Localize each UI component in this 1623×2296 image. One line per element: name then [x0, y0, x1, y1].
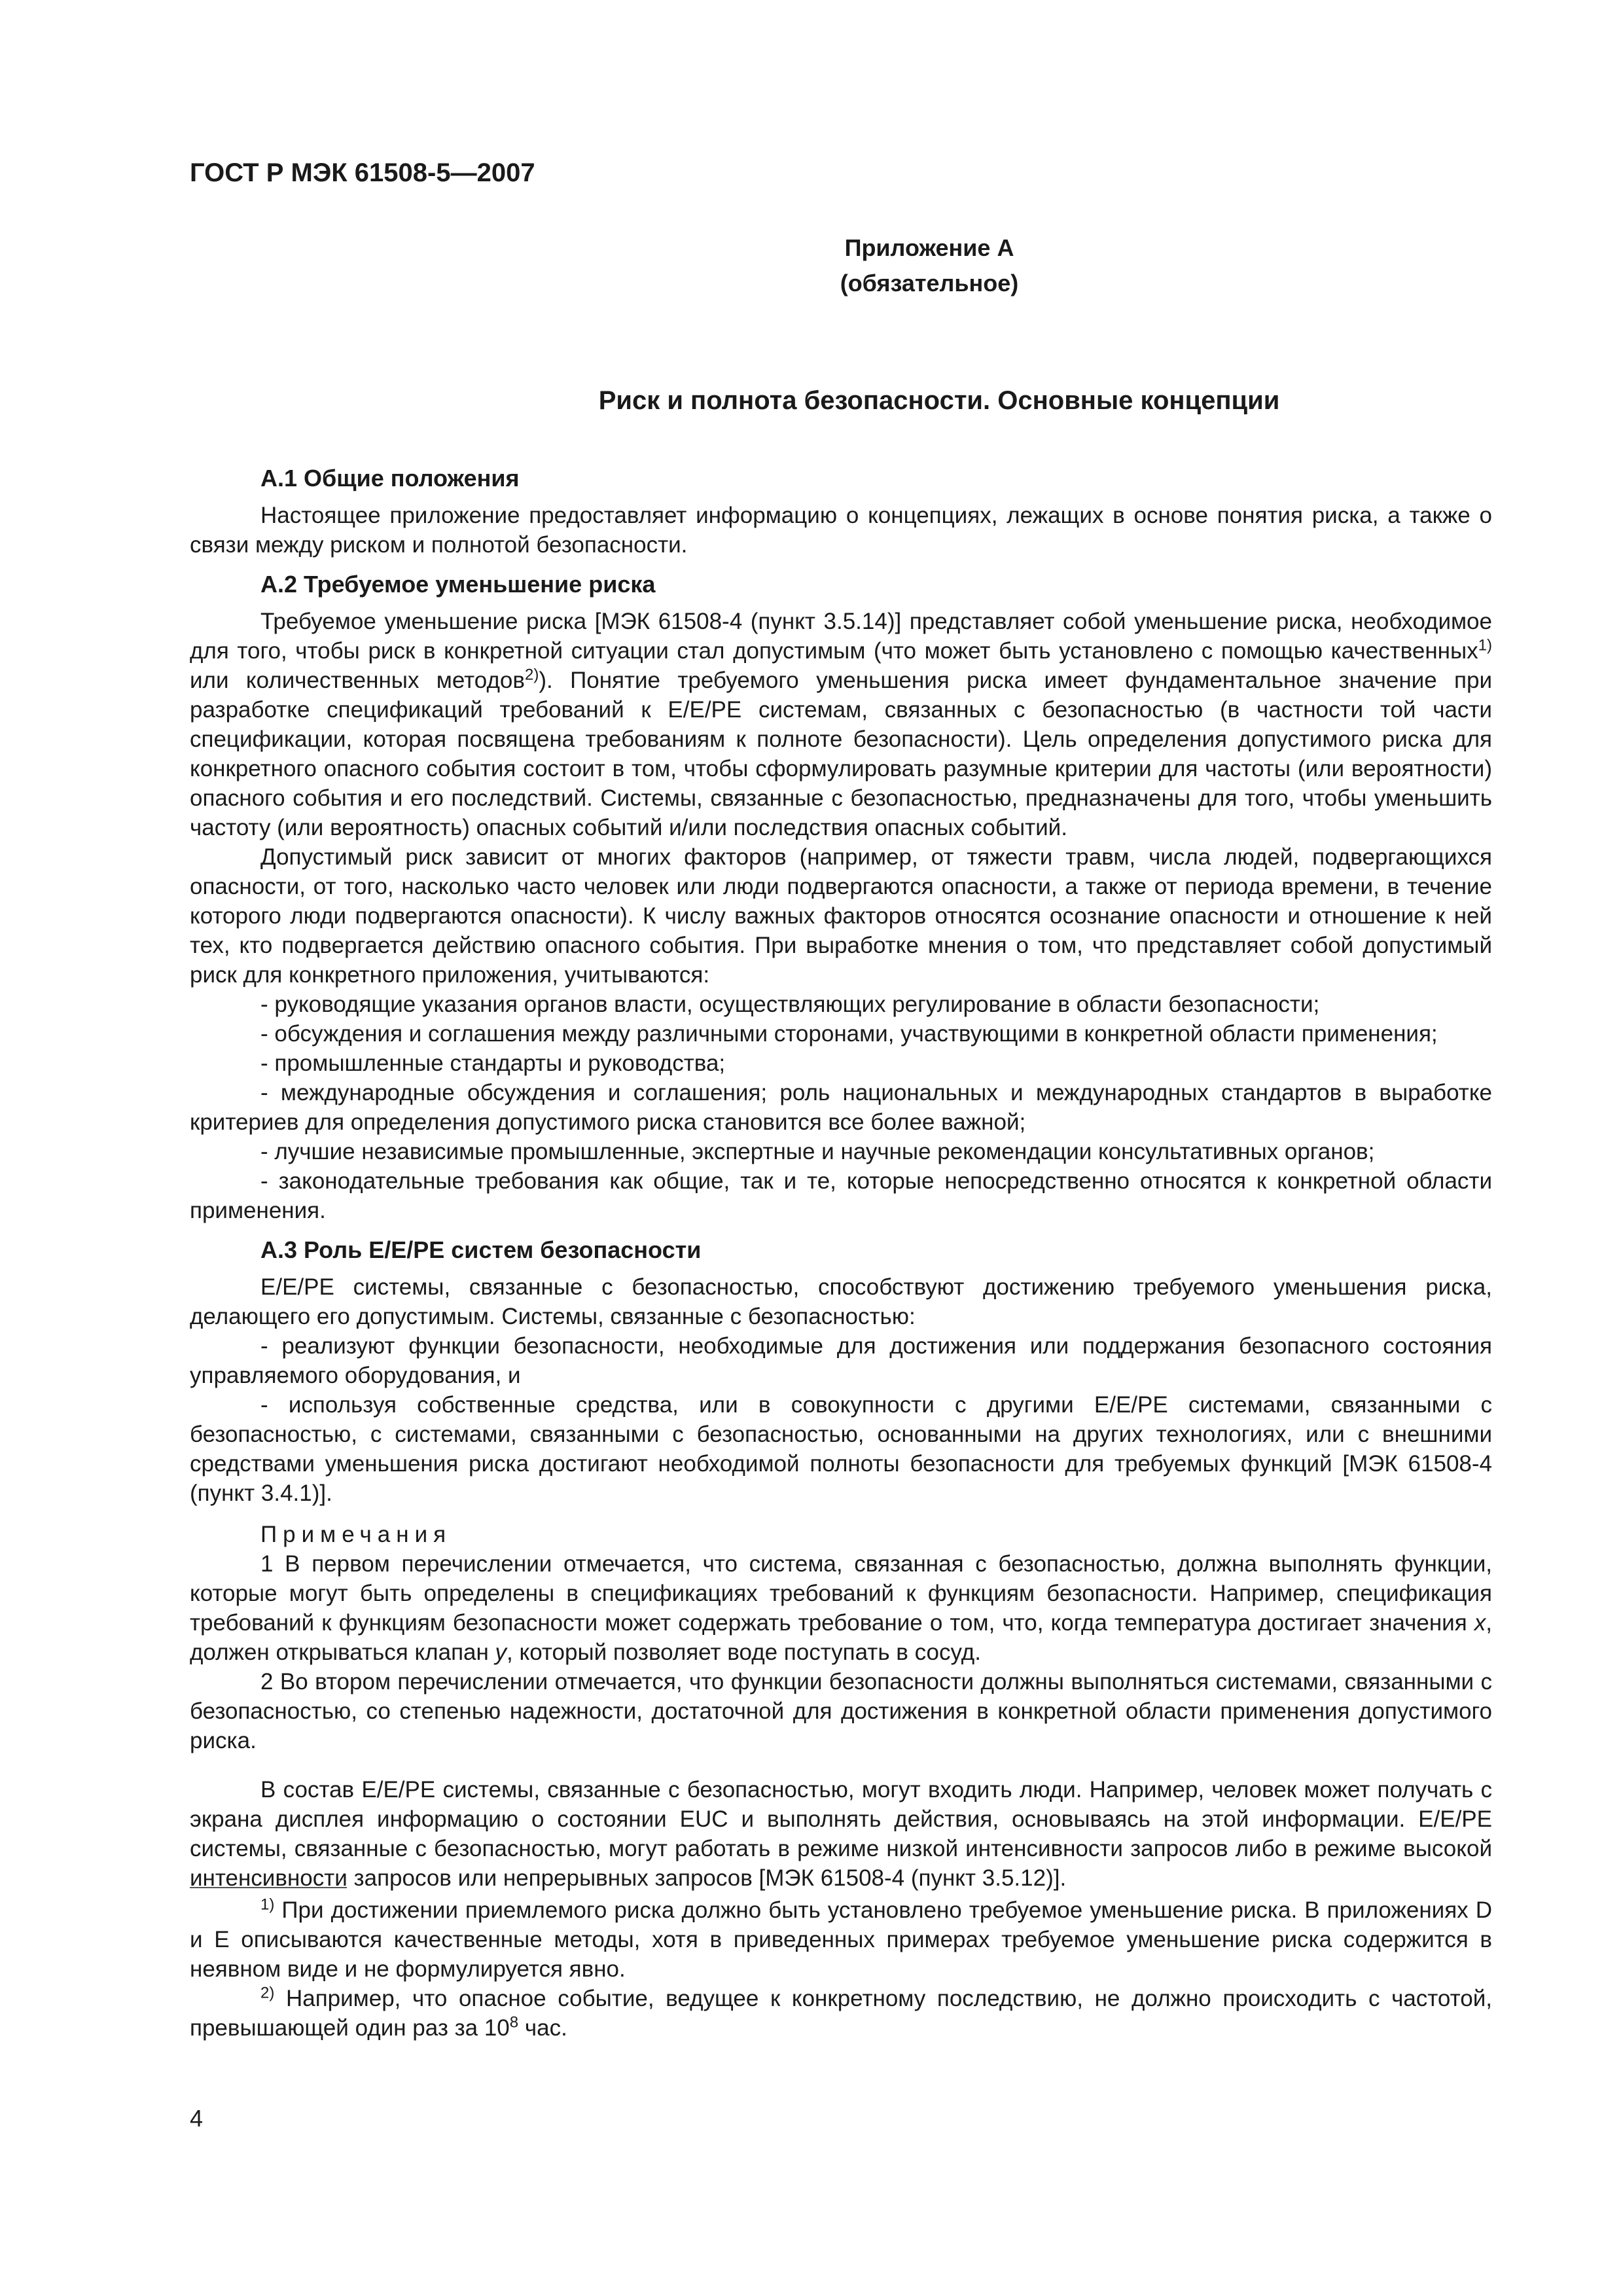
footnotes — [190, 1895, 1492, 2043]
page-number: 4 — [190, 2105, 204, 2132]
paragraph: Допустимый риск зависит от многих факторов (например, от тяжести травм, числа людей, подвергающихся опасности, от того, насколько часто человек или люди подвергаются опасности, а также от периода времени, в течение которого люди подвергаются опасности). К числу важных факторов относятся осознание опасности и отношение к ней тех, кто подвергается действию опасного события. При выработке мнения о том, что представляет собой допустимый риск для конкретного приложения, учитываются: — [190, 844, 1492, 988]
note-2: 2 Во втором перечислении отмечается, что функции безопасности должны выполняться системами, связанными с безопасностью, со степенью надежности, достаточной для достижения в конкретной области применения допустимого риска. — [190, 1669, 1492, 1753]
footnote-text: час. — [518, 2015, 567, 2041]
paragraph — [190, 607, 1492, 842]
text-run: или количественных методов — [190, 668, 525, 693]
footnote-ref-2: 2) — [525, 666, 539, 684]
appendix-heading — [717, 230, 1142, 301]
appendix-status: (обязательное) — [840, 270, 1019, 296]
footnote-mark-1: 1) — [260, 1895, 275, 1914]
list-item: - законодательные требования как общие, так и те, которые непосредственно относятся к конкретной области применения. — [190, 1168, 1492, 1223]
note-1 — [190, 1549, 1492, 1667]
footnote-text: При достижении приемлемого риска должно быть установлено требуемое уменьшение риска. В приложениях D и Е описываются качественные методы, хотя в приведенных примерах требуемое уменьшение риска содержится в неявном виде и не формулируется явно. — [190, 1897, 1492, 1982]
text-run: , который позволяет воде поступать в сосуд. — [507, 1640, 981, 1665]
paragraph: Е/Е/РЕ системы, связанные с безопасностью, способствуют достижению требуемого уменьшения риска, делающего его допустимым. Системы, связанные с безопасностью: — [190, 1274, 1492, 1329]
document-body — [190, 463, 1492, 1893]
list-item: - обсуждения и соглашения между различными сторонами, участвующими в конкретной области применения; — [260, 1021, 1438, 1047]
appendix-title: Риск и полнота безопасности. Основные концепции — [598, 386, 1280, 415]
text-run: , должен открываться клапан — [190, 1610, 1492, 1665]
paragraph: Настоящее приложение предоставляет информацию о концепциях, лежащих в основе понятия риска, а также о связи между риском и полнотой безопасности. — [190, 503, 1492, 558]
appendix-label: Приложение А — [844, 234, 1014, 261]
variable-y: y — [495, 1640, 507, 1665]
footnote-text: Например, что опасное событие, ведущее к конкретному последствию, не должно происходить с частотой, превышающей один раз за 10 — [190, 1986, 1492, 2041]
list-item: - промышленные стандарты и руководства; — [260, 1050, 726, 1076]
footnote-mark-2: 2) — [260, 1984, 275, 2002]
paragraph: В состав Е/Е/РЕ системы, связанные с безопасностью, могут входить люди. Например, человек может получать с экрана дисплея информацию о состоянии EUC и выполнять действия, основываясь на этой информации. Е/Е/РЕ системы, связанные с безопасностью, могут работать в режиме низкой интенсивности запросов либо в режиме высокой интенсивности запросов или непрерывных запросов [МЭК 61508-4 (пункт 3.5.12)]. — [190, 1777, 1492, 1891]
exponent: 8 — [509, 2013, 519, 2032]
section-heading-a2: А.2 Требуемое уменьшение риска — [260, 571, 656, 598]
text-run: 1 В первом перечислении отмечается, что система, связанная с безопасностью, должна выполнять функции, которые могут быть определены в спецификациях требований к функциям безопасности. Например, спецификация требований к функциям безопасности может содержать требование о том, что, когда температура достигает значения — [190, 1551, 1492, 1636]
list-item: - руководящие указания органов власти, осуществляющих регулирование в области безопасности; — [260, 992, 1320, 1017]
list-item: - реализуют функции безопасности, необходимые для достижения или поддержания безопасного состояния управляемого оборудования, и — [190, 1333, 1492, 1388]
section-heading-a3: А.3 Роль Е/Е/РЕ систем безопасности — [260, 1236, 702, 1263]
document-header: ГОСТ Р МЭК 61508-5—2007 — [190, 158, 535, 187]
notes-title: Примечания — [260, 1522, 452, 1547]
list-item: - используя собственные средства, или в совокупности с другими Е/Е/РЕ системами, связанными с безопасностью, с системами, связанными с безопасностью, основанными на других технологиях, или с внешними средствами уменьшения риска достигают необходимой полноты безопасности для требуемых функций [МЭК 61508-4 (пункт 3.4.1)]. — [190, 1392, 1492, 1506]
variable-x: x — [1474, 1610, 1486, 1636]
section-heading-a1: А.1 Общие положения — [260, 465, 520, 492]
text-run: Требуемое уменьшение риска [МЭК 61508-4 (пункт 3.5.14)] представляет собой уменьшение риска, необходимое для того, чтобы риск в конкретной ситуации стал допустимым (что может быть установлено с помощью качественных — [190, 609, 1492, 664]
footnote-1 — [190, 1895, 1492, 1984]
footnote-separator — [190, 1887, 347, 1888]
footnote-2 — [190, 1984, 1492, 2043]
list-item: - международные обсуждения и соглашения; роль национальных и международных стандартов в выработке критериев для определения допустимого риска становится все более важной; — [190, 1080, 1492, 1135]
text-run: ). Понятие требуемого уменьшения риска имеет фундаментальное значение при разработке спецификаций требований к Е/Е/РЕ системам, связанных с безопасностью (в частности той части спецификации, которая посвящена требованиям к полноте безопасности). Цель определения допустимого риска для конкретного опасного события состоит в том, чтобы сформулировать разумные критерии для частоты (или вероятности) опасного события и его последствий. Системы, связанные с безопасностью, предназначены для того, чтобы уменьшить частоту (или вероятность) опасных событий и/или последствия опасных событий. — [190, 668, 1492, 840]
footnote-ref-1: 1) — [1478, 636, 1492, 655]
list-item: - лучшие независимые промышленные, экспертные и научные рекомендации консультативных органов; — [260, 1139, 1375, 1164]
